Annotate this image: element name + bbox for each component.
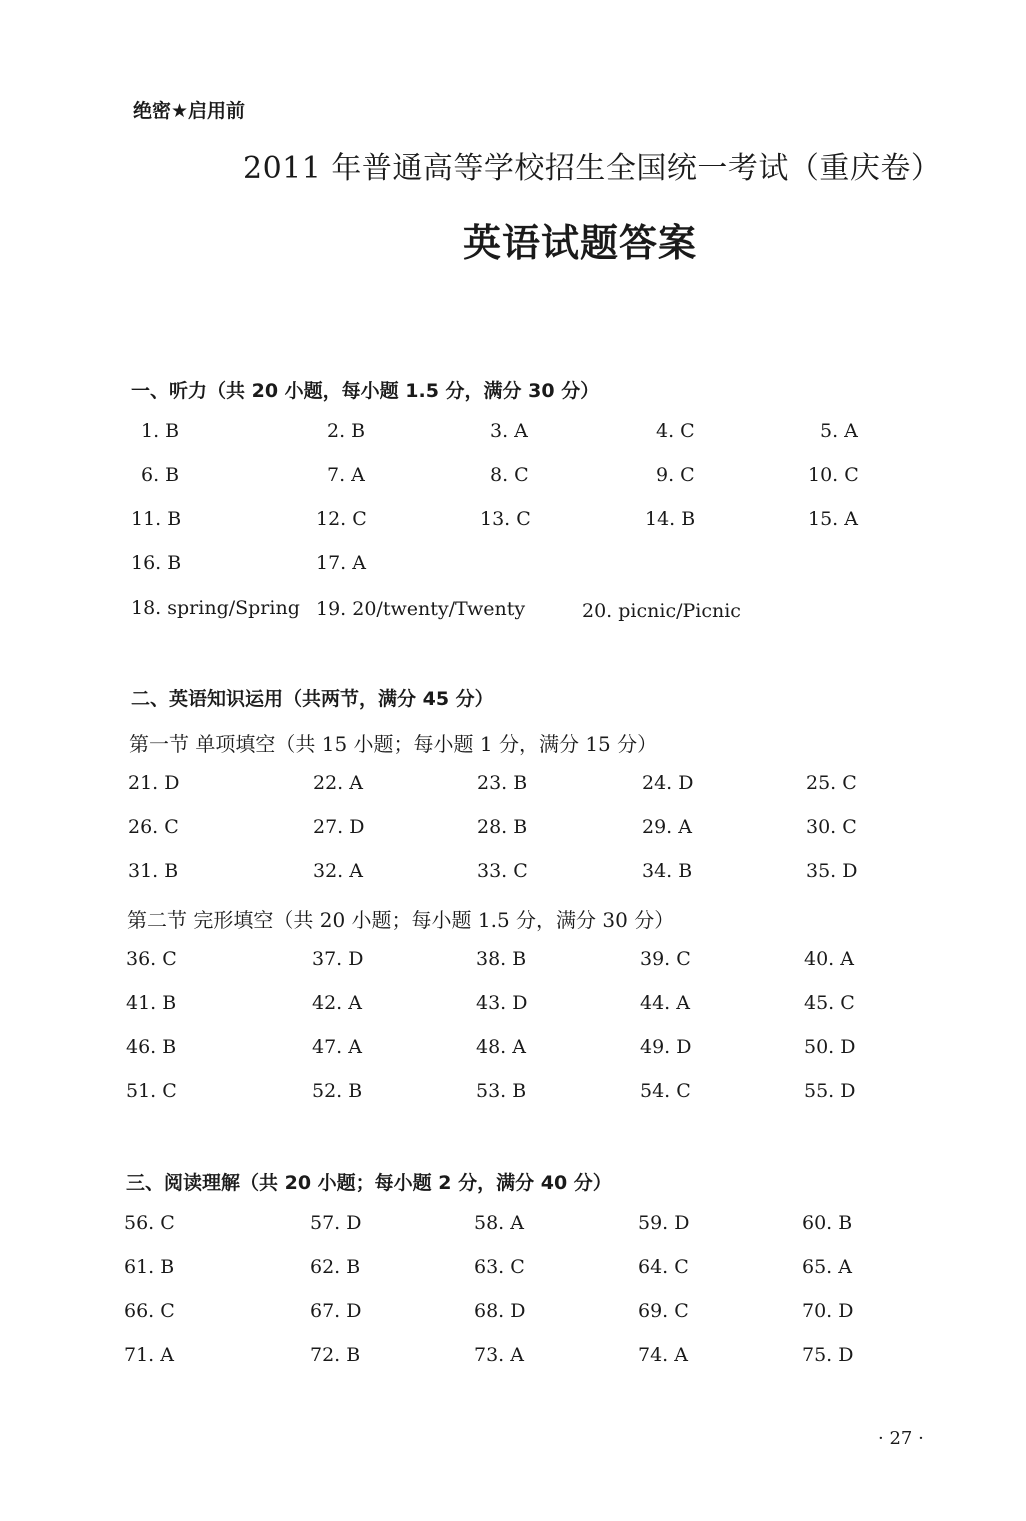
answer-item: 21. D bbox=[128, 772, 180, 794]
answer-item: 33. C bbox=[477, 860, 528, 882]
answer-item: 39. C bbox=[640, 948, 691, 970]
answer-row bbox=[0, 1080, 1026, 1110]
answer-item: 61. B bbox=[124, 1256, 175, 1278]
answer-item: 1. B bbox=[141, 420, 180, 442]
document-title: 英语试题答案 bbox=[463, 221, 698, 265]
answer-item: 63. C bbox=[474, 1256, 525, 1278]
answer-row bbox=[0, 1300, 1026, 1330]
answer-item: 2. B bbox=[327, 420, 366, 442]
answer-item: 23. B bbox=[477, 772, 528, 794]
part2-heading: 第二节 完形填空（共 20 小题；每小题 1.5 分，满分 30 分） bbox=[127, 908, 675, 932]
answer-item: 35. D bbox=[806, 860, 858, 882]
answer-row bbox=[0, 1036, 1026, 1066]
answer-item: 4. C bbox=[656, 420, 695, 442]
answer-item: 22. A bbox=[313, 772, 363, 794]
answer-row bbox=[0, 948, 1026, 978]
answer-row bbox=[0, 420, 1026, 450]
answer-item: 34. B bbox=[642, 860, 693, 882]
answer-item: 75. D bbox=[802, 1344, 854, 1366]
answer-item: 73. A bbox=[474, 1344, 524, 1366]
answer-item: 54. C bbox=[640, 1080, 691, 1102]
answer-row bbox=[0, 464, 1026, 494]
answer-row bbox=[0, 552, 1026, 582]
part1-heading: 第一节 单项填空（共 15 小题；每小题 1 分，满分 15 分） bbox=[129, 732, 658, 756]
answer-item: 67. D bbox=[310, 1300, 362, 1322]
answer-item: 68. D bbox=[474, 1300, 526, 1322]
answer-row bbox=[0, 816, 1026, 846]
answer-item: 7. A bbox=[327, 464, 365, 486]
answer-item: 16. B bbox=[131, 552, 182, 574]
answer-item: 70. D bbox=[802, 1300, 854, 1322]
answer-item: 60. B bbox=[802, 1212, 853, 1234]
answer-item: 64. C bbox=[638, 1256, 689, 1278]
answer-row bbox=[0, 860, 1026, 890]
answer-item: 69. C bbox=[638, 1300, 689, 1322]
fill-in-answer: 20. picnic/Picnic bbox=[582, 600, 741, 622]
fill-in-answer: 19. 20/twenty/Twenty bbox=[316, 598, 526, 620]
answer-item: 46. B bbox=[126, 1036, 177, 1058]
answer-row bbox=[0, 772, 1026, 802]
answer-item: 58. A bbox=[474, 1212, 524, 1234]
answer-item: 5. A bbox=[820, 420, 858, 442]
exam-title: 2011 年普通高等学校招生全国统一考试（重庆卷） bbox=[243, 151, 942, 186]
answer-item: 56. C bbox=[124, 1212, 175, 1234]
answer-item: 25. C bbox=[806, 772, 857, 794]
answer-item: 55. D bbox=[804, 1080, 856, 1102]
confidential-label: 绝密★启用前 bbox=[133, 100, 246, 122]
answer-row bbox=[0, 1344, 1026, 1374]
answer-item: 50. D bbox=[804, 1036, 856, 1058]
answer-item: 11. B bbox=[131, 508, 182, 530]
answer-row bbox=[0, 1256, 1026, 1286]
answer-row bbox=[0, 1212, 1026, 1242]
answer-item: 8. C bbox=[490, 464, 529, 486]
knowledge-section-heading: 二、英语知识运用（共两节，满分 45 分） bbox=[131, 688, 494, 710]
answer-item: 72. B bbox=[310, 1344, 361, 1366]
answer-item: 17. A bbox=[316, 552, 366, 574]
answer-item: 3. A bbox=[490, 420, 528, 442]
answer-item: 41. B bbox=[126, 992, 177, 1014]
answer-item: 65. A bbox=[802, 1256, 852, 1278]
answer-item: 44. A bbox=[640, 992, 690, 1014]
answer-item: 51. C bbox=[126, 1080, 177, 1102]
answer-item: 43. D bbox=[476, 992, 528, 1014]
answer-item: 12. C bbox=[316, 508, 367, 530]
answer-item: 6. B bbox=[141, 464, 180, 486]
answer-item: 45. C bbox=[804, 992, 855, 1014]
answer-item: 37. D bbox=[312, 948, 364, 970]
answer-item: 15. A bbox=[808, 508, 858, 530]
answer-item: 62. B bbox=[310, 1256, 361, 1278]
listening-section-heading: 一、听力（共 20 小题，每小题 1.5 分，满分 30 分） bbox=[131, 380, 600, 402]
answer-item: 48. A bbox=[476, 1036, 526, 1058]
page-number: · 27 · bbox=[878, 1428, 924, 1449]
answer-item: 59. D bbox=[638, 1212, 690, 1234]
answer-item: 32. A bbox=[313, 860, 363, 882]
answer-item: 42. A bbox=[312, 992, 362, 1014]
answer-item: 24. D bbox=[642, 772, 694, 794]
answer-row bbox=[0, 992, 1026, 1022]
answer-item: 29. A bbox=[642, 816, 692, 838]
answer-item: 30. C bbox=[806, 816, 857, 838]
answer-item: 28. B bbox=[477, 816, 528, 838]
answer-item: 74. A bbox=[638, 1344, 688, 1366]
answer-item: 52. B bbox=[312, 1080, 363, 1102]
answer-item: 38. B bbox=[476, 948, 527, 970]
fill-in-answer: 18. spring/Spring bbox=[131, 597, 300, 619]
answer-item: 9. C bbox=[656, 464, 695, 486]
answer-item: 26. C bbox=[128, 816, 179, 838]
answer-item: 49. D bbox=[640, 1036, 692, 1058]
answer-item: 31. B bbox=[128, 860, 179, 882]
answer-row bbox=[0, 508, 1026, 538]
answer-item: 53. B bbox=[476, 1080, 527, 1102]
answer-item: 40. A bbox=[804, 948, 854, 970]
answer-item: 36. C bbox=[126, 948, 177, 970]
answer-item: 10. C bbox=[808, 464, 859, 486]
answer-item: 13. C bbox=[480, 508, 531, 530]
answer-item: 66. C bbox=[124, 1300, 175, 1322]
reading-section-heading: 三、阅读理解（共 20 小题；每小题 2 分，满分 40 分） bbox=[126, 1172, 612, 1194]
answer-item: 27. D bbox=[313, 816, 365, 838]
answer-item: 71. A bbox=[124, 1344, 174, 1366]
answer-item: 57. D bbox=[310, 1212, 362, 1234]
answer-item: 14. B bbox=[645, 508, 696, 530]
answer-item: 47. A bbox=[312, 1036, 362, 1058]
